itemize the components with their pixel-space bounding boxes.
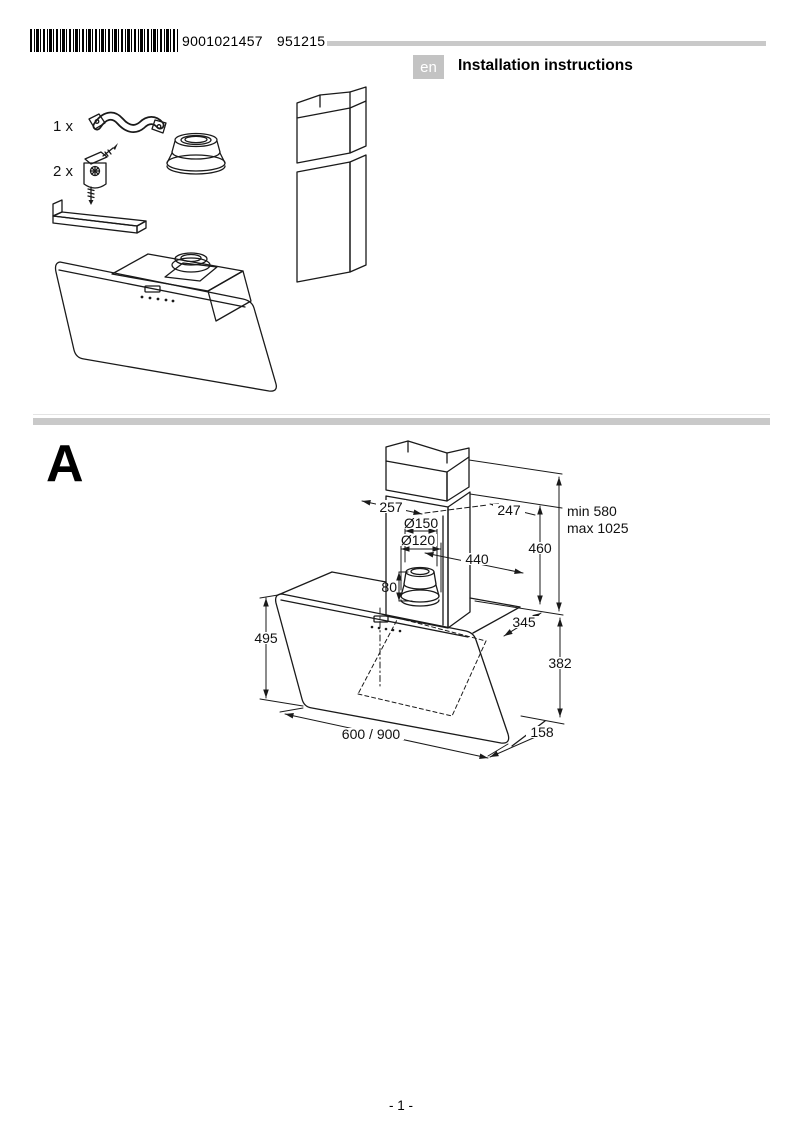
dim-label-158: 158 bbox=[530, 724, 554, 740]
bracket-quantity-label: 1 x bbox=[53, 118, 74, 135]
dim-label-460: 460 bbox=[528, 540, 552, 556]
mounting-bracket-icon bbox=[89, 114, 166, 133]
dim-label-440: 440 bbox=[465, 551, 489, 567]
dim-label-min-580: min 580 bbox=[567, 503, 617, 519]
parts-illustration bbox=[53, 87, 366, 391]
installation-diagram bbox=[251, 441, 629, 761]
dimension-labels bbox=[254, 499, 628, 742]
language-badge: en bbox=[413, 55, 444, 79]
dim-label-345: 345 bbox=[512, 614, 536, 630]
dim-label-600-900: 600 / 900 bbox=[341, 726, 401, 742]
dim-label-max-1025: max 1025 bbox=[567, 520, 629, 536]
dim-label-247: 247 bbox=[497, 502, 521, 518]
hood-overview-drawing bbox=[56, 253, 277, 391]
screws-quantity-label: 2 x bbox=[53, 163, 74, 180]
duct-adapter-diagram bbox=[401, 568, 439, 607]
dim-label-257: 257 bbox=[379, 499, 403, 515]
barcode-code: 951215 bbox=[276, 33, 326, 49]
hood-diagram-drawing bbox=[276, 572, 545, 746]
dim-label-diameter-150: Ø150 bbox=[403, 515, 439, 531]
dim-label-diameter-120: Ø120 bbox=[400, 532, 436, 548]
dim-label-495: 495 bbox=[254, 630, 278, 646]
screw-anchor-icon bbox=[84, 143, 118, 205]
chimney-overview-drawing bbox=[297, 87, 366, 282]
page-number: - 1 - bbox=[388, 1098, 413, 1113]
page-title: Installation instructions bbox=[458, 57, 633, 74]
duct-adapter-icon bbox=[167, 134, 225, 175]
dim-label-80: 80 bbox=[381, 579, 397, 595]
support-rail-icon bbox=[53, 200, 146, 233]
section-label: A bbox=[46, 435, 84, 493]
dim-label-382: 382 bbox=[548, 655, 572, 671]
barcode-number: 9001021457 bbox=[182, 33, 263, 49]
